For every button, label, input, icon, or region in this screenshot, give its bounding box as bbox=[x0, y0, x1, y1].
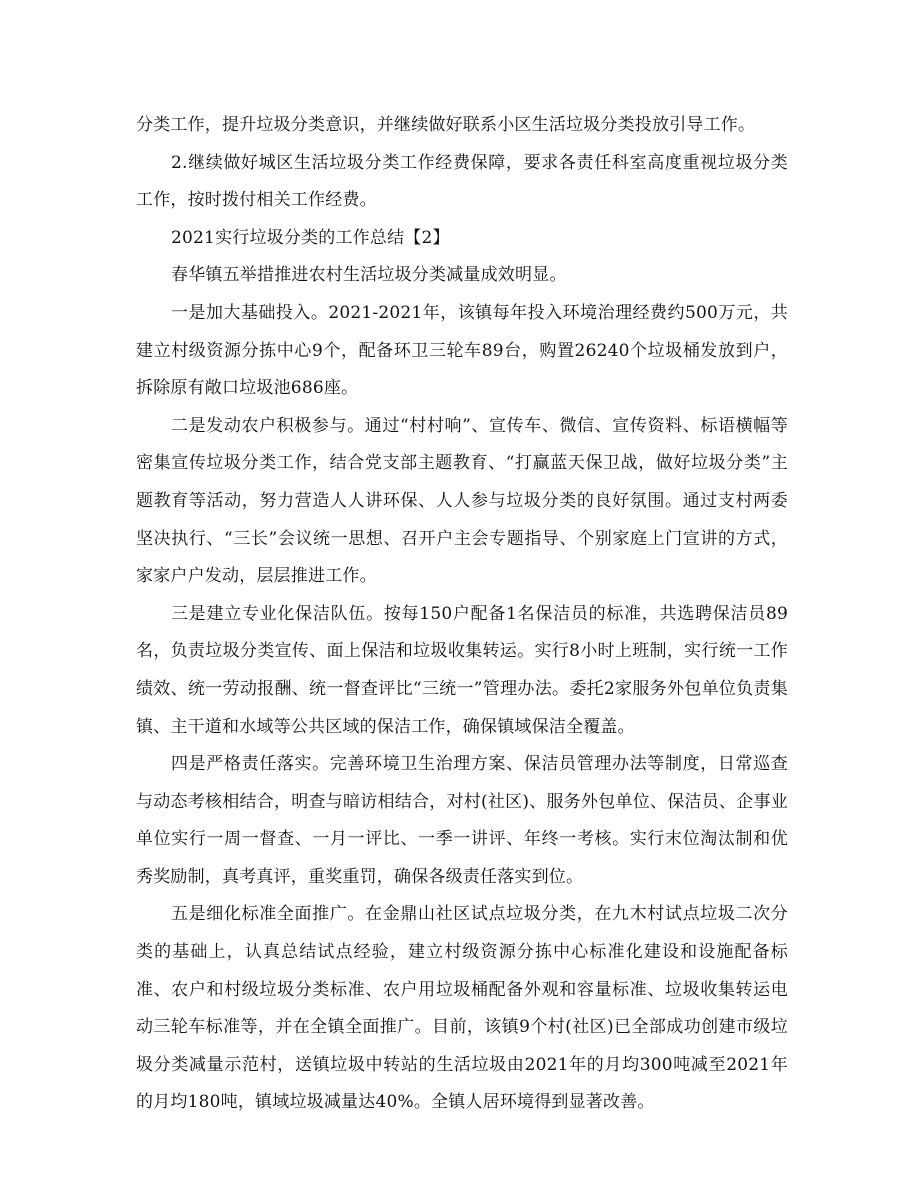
paragraph-investment: 一是加大基础投入。2021-2021年，该镇每年投入环境治理经费约500万元，共建立村级资源分拣中心9个，配备环卫三轮车89台，购置26240个垃圾桶发放到户，拆除原有敞口垃圾池686座。 bbox=[136, 302, 788, 399]
paragraph-continuation: 分类工作，提升垃圾分类意识，并继续做好联系小区生活垃圾分类投放引导工作。 bbox=[136, 115, 756, 135]
paragraph-funding-guarantee: 2.继续做好城区生活垃圾分类工作经费保障，要求各责任科室高度重视垃圾分类工作，按时拨付相关工作经费。 bbox=[136, 152, 788, 211]
document-body bbox=[136, 107, 788, 1122]
paragraph-mobilization: 二是发动农户积极参与。通过“村村响”、宣传车、微信、宣传资料、标语横幅等密集宣传垃圾分类工作，结合党支部主题教育、“打赢蓝天保卫战，做好垃圾分类”主题教育等活动，努力营造人人讲环保、人人参与垃圾分类的良好氛围。通过支村两委坚决执行、“三长”会议统一思想、召开户主会专题指导、个别家庭上门宣讲的方式，家家户户发动，层层推进工作。 bbox=[136, 415, 788, 587]
section-heading: 2021实行垃圾分类的工作总结【2】 bbox=[171, 227, 450, 248]
paragraph-standardization: 五是细化标准全面推广。在金鼎山社区试点垃圾分类，在九木村试点垃圾二次分类的基础上，认真总结试点经验，建立村级资源分拣中心标准化建设和设施配备标准、农户和村级垃圾分类标准、农户用垃圾桶配备外观和容量标准、垃圾收集转运电动三轮车标准等，并在全镇全面推广。目前，该镇9个村(社区)已全部成功创建市级垃圾分类减量示范村，送镇垃圾中转站的生活垃圾由2021年的月均300吨减至2021年的月均180吨，镇域垃圾减量达40%。全镇人居环境得到显著改善。 bbox=[136, 904, 788, 1113]
paragraph-summary: 春华镇五举措推进农村生活垃圾分类减量成效明显。 bbox=[171, 265, 567, 286]
paragraph-responsibility: 四是严格责任落实。完善环境卫生治理方案、保洁员管理办法等制度，日常巡查与动态考核相结合，明查与暗访相结合，对村(社区)、服务外包单位、保洁员、企事业单位实行一周一督查、一月一评比、一季一讲评、年终一考核。实行末位淘汰制和优秀奖励制，真考真评，重奖重罚，确保各级责任落实到位。 bbox=[136, 754, 788, 887]
paragraph-cleaning-team: 三是建立专业化保洁队伍。按每150户配备1名保洁员的标准，共选聘保洁员89名，负责垃圾分类宣传、面上保洁和垃圾收集转运。实行8小时上班制，实行统一工作绩效、统一劳动报酬、统一督查评比“三统一”管理办法。委托2家服务外包单位负责集镇、主干道和水域等公共区域的保洁工作，确保镇域保洁全覆盖。 bbox=[136, 603, 788, 737]
